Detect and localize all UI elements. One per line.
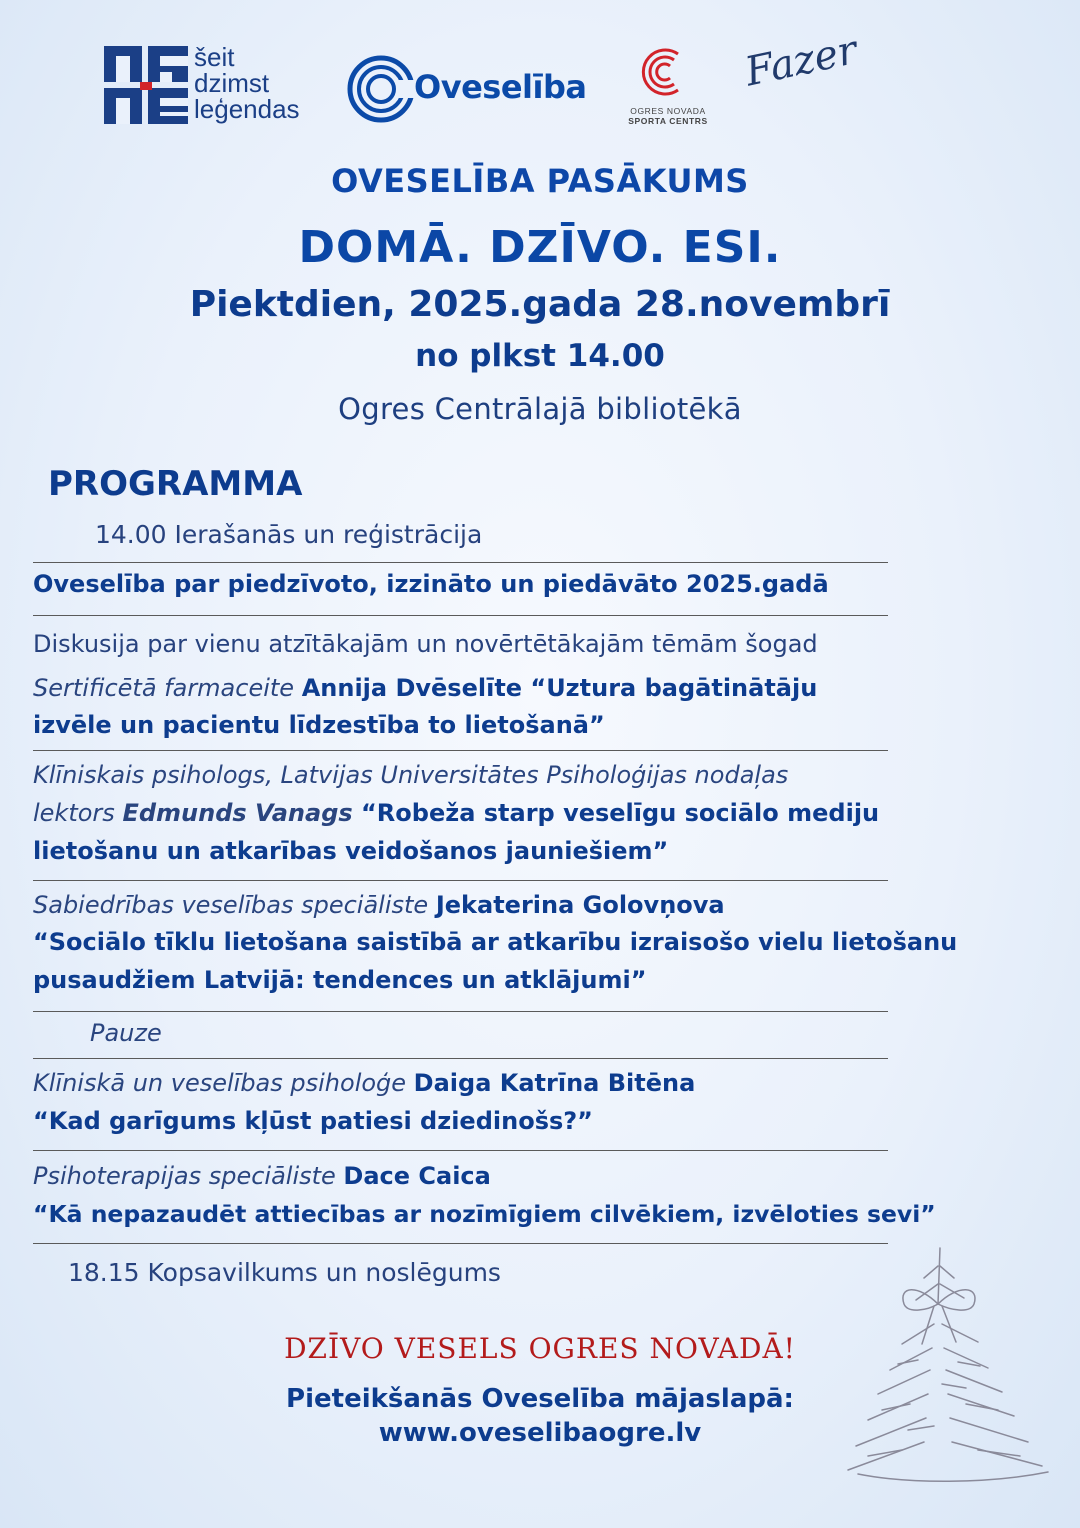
event-date: Piektdien, 2025.gada 28.novembrī — [189, 284, 891, 325]
talk-1-role: Sertificētā farmaceite — [33, 674, 302, 702]
talk-4-role: Klīniskā un veselības psiholoģe — [33, 1069, 414, 1097]
divider — [33, 1150, 888, 1151]
talk-2-role: Klīniskais psihologs, Latvijas Universitātes Psiholoģijas nodaļas — [33, 761, 789, 789]
motto-title: DOMĀ. DZĪVO. ESI. — [298, 222, 782, 273]
talk-3-title: “Sociālo tīklu lietošana saistībā ar atkarību izraisošo vielu lietošanu — [33, 928, 958, 956]
divider — [33, 562, 888, 563]
signup-url: www.oveselibaogre.lv — [378, 1418, 702, 1448]
divider — [33, 1058, 888, 1059]
event-time: no plkst 14.00 — [415, 338, 665, 374]
ogre-tagline — [194, 44, 300, 122]
talk-3-speaker: Jekaterina Golovņova — [435, 891, 725, 919]
talk-4-speaker: Daiga Katrīna Bitēna — [413, 1069, 696, 1097]
program-closing: 18.15 Kopsavilkums un noslēgums — [68, 1258, 501, 1287]
divider — [33, 880, 888, 881]
slogan: DZĪVO VESELS OGRES NOVADĀ! — [284, 1332, 796, 1365]
program-discussion: Diskusija par vienu atzītākajām un novērtētākajām tēmām šogad — [33, 630, 818, 658]
talk-1-title: “Uztura bagātinātāju — [522, 674, 818, 702]
talk-2 — [33, 795, 879, 832]
talk-2-title-cont: lietošanu un atkarības veidošanos jauniešiem” — [33, 837, 669, 865]
sport-center-line: OGRES NOVADA — [630, 106, 706, 116]
program-intro: Oveselība par piedzīvoto, izzināto un piedāvāto 2025.gadā — [33, 570, 829, 598]
oveseliba-logo-text: Oveselība — [414, 68, 587, 106]
ogre-logo-icon — [104, 46, 188, 124]
divider — [33, 1243, 888, 1244]
event-label: OVESELĪBA PASĀKUMS — [331, 162, 749, 200]
talk-2-title: “Robeža starp veselīgu sociālo mediju — [352, 799, 880, 827]
program-arrival: 14.00 Ierašanās un reģistrācija — [95, 520, 483, 549]
talk-4-title: “Kad garīgums kļūst patiesi dziedinošs?” — [33, 1107, 593, 1135]
ogre-tagline-line: dzimst — [194, 68, 270, 98]
talk-1-title-cont: izvēle un pacientu līdzestība to lietošanā” — [33, 711, 605, 739]
talk-1 — [33, 670, 817, 707]
talk-5-title: “Kā nepazaudēt attiecības ar nozīmīgiem cilvēkiem, izvēloties sevi” — [33, 1200, 936, 1228]
talk-1-speaker: Annija Dvēselīte — [301, 674, 523, 702]
talk-3 — [33, 887, 725, 924]
talk-4 — [33, 1065, 695, 1102]
sport-center-line: SPORTA CENTRS — [628, 116, 708, 126]
talk-2-role-cont: lektors — [33, 799, 123, 827]
divider — [33, 1011, 888, 1012]
program-pause: Pauze — [90, 1019, 162, 1047]
ogre-tagline-line: šeit — [194, 42, 235, 72]
divider — [33, 615, 888, 616]
signup-text: Pieteikšanās Oveselība mājaslapā: — [286, 1384, 794, 1414]
talk-5-speaker: Dace Caica — [343, 1162, 491, 1190]
talk-5 — [33, 1158, 491, 1195]
program-heading: PROGRAMMA — [48, 464, 303, 504]
talk-3-title-cont: pusaudžiem Latvijā: tendences un atklājumi” — [33, 966, 647, 994]
talk-2-speaker: Edmunds Vanags — [122, 799, 353, 827]
fazer-logo: Fazer — [741, 27, 862, 96]
christmas-tree-icon — [838, 1244, 1058, 1504]
talk-5-role: Psihoterapijas speciāliste — [33, 1162, 344, 1190]
divider — [33, 750, 888, 751]
event-venue: Ogres Centrālajā bibliotēkā — [338, 392, 742, 426]
sport-center-logo-text — [618, 106, 718, 126]
oveseliba-logo-icon — [346, 54, 416, 124]
talk-3-role: Sabiedrības veselības speciāliste — [33, 891, 436, 919]
ogre-tagline-line: leģendas — [194, 94, 300, 124]
sport-center-logo-icon — [638, 44, 688, 100]
